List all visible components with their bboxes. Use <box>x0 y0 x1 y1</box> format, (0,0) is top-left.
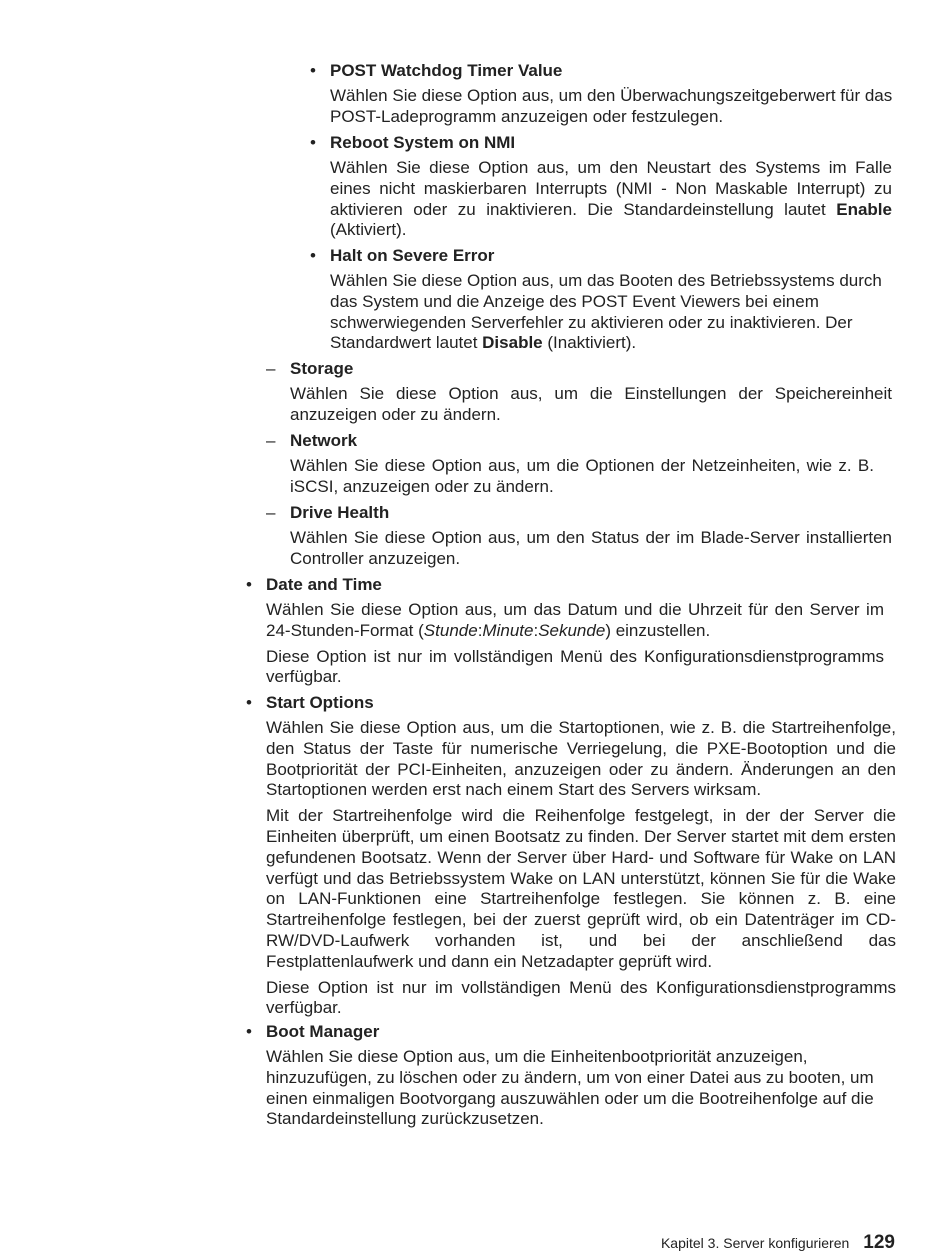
bullet-marker: • <box>310 133 316 152</box>
item-heading: Drive Health <box>290 503 390 522</box>
default-value: Disable <box>482 333 543 353</box>
item-description: Wählen Sie diese Option aus, um die Einheitenbootpriorität anzuzeigen, hinzuzufügen, zu löschen oder zu ändern, um von einer Datei aus zu booten, um einen einmaligen Bootvorgang auszuwählen oder um die Bootreihenfolge auf die Standardeinstellung zurückzusetzen. <box>266 1047 874 1129</box>
list-item-start-options <box>246 692 896 1019</box>
item-description: Wählen Sie diese Option aus, um die Einstellungen der Speichereinheit anzuzeigen oder zu ändern. <box>290 384 892 424</box>
bullet-marker: • <box>310 246 316 265</box>
list-item-network <box>266 430 874 498</box>
item-heading: Reboot System on NMI <box>330 133 516 152</box>
bullet-marker: • <box>246 575 252 594</box>
list-item-reboot-nmi <box>310 132 892 241</box>
item-note: Diese Option ist nur im vollständigen Menü des Konfigurationsdienstprogramms verfügbar. <box>266 977 896 1018</box>
item-note: Diese Option ist nur im vollständigen Menü des Konfigurationsdienstprogramms verfügbar. <box>266 646 884 687</box>
item-description: Wählen Sie diese Option aus, um den Überwachungszeitgeberwert für das POST-Ladeprogramm anzuzeigen oder festzulegen. <box>330 86 893 126</box>
chapter-title: Kapitel 3. Server konfigurieren <box>660 1235 850 1251</box>
dash-marker: – <box>266 431 276 450</box>
page-number: 129 <box>863 1232 895 1253</box>
list-item-date-time <box>246 574 884 688</box>
item-description: Wählen Sie diese Option aus, um die Startoptionen, wie z. B. die Startreihenfolge, den Status der Taste für numerische Verriegelung, die PXE-Bootoption und die Bootpriorität der PCI-Einheiten, anzuzeigen oder zu ändern. Änderungen an den Startoptionen werden erst nach einem Start des Servers wirksam. <box>266 718 896 800</box>
item-description: Wählen Sie diese Option aus, um die Optionen der Netzeinheiten, wie z. B. iSCSI, anzuzeigen oder zu ändern. <box>290 456 874 496</box>
item-description: Wählen Sie diese Option aus, um das Datum und die Uhrzeit für den Server im 24-Stunden-Format (Stunde:Minute:Sekunde) einzustellen. <box>266 600 884 640</box>
list-item-storage <box>266 358 892 426</box>
bullet-marker: • <box>246 1022 252 1041</box>
item-heading: POST Watchdog Timer Value <box>330 61 563 80</box>
item-heading: Boot Manager <box>266 1022 380 1041</box>
item-description: Wählen Sie diese Option aus, um den Status der im Blade-Server installierten Controller anzuzeigen. <box>290 528 892 568</box>
bullet-marker: • <box>246 693 252 712</box>
item-heading: Halt on Severe Error <box>330 246 495 265</box>
item-heading: Storage <box>290 359 354 378</box>
dash-marker: – <box>266 359 276 378</box>
list-item-post-watchdog <box>310 60 895 128</box>
dash-marker: – <box>266 503 276 522</box>
default-value: Enable <box>836 199 892 219</box>
item-description: Wählen Sie diese Option aus, um den Neustart des Systems im Falle eines nicht maskierbaren Interrupts (NMI - Non Maskable Interrupt) zu aktivieren oder zu inaktivieren. Die Standardeinstellung lautet Enable (Aktiviert). <box>330 158 892 240</box>
item-heading: Start Options <box>266 693 374 712</box>
item-description: Mit der Startreihenfolge wird die Reihenfolge festgelegt, in der der Server die Einheiten überprüft, um einen Bootsatz zu finden. Der Server startet mit dem ersten gefundenen Bootsatz. Wenn der Server über Hard- und Software für Wake on LAN verfügt und das Betriebssystem Wake on LAN unterstützt, können Sie für die Wake on LAN-Funktionen eine Startreihenfolge festlegen. Sie können z. B. eine Startreihenfolge festlegen, bei der zuerst geprüft wird, ob ein Datenträger im CD-RW/DVD-Laufwerk vorhanden ist, und bei der anschließend das Festplattenlaufwerk und dann ein Netzadapter geprüft wird. <box>266 806 896 971</box>
list-item-boot-manager <box>246 1021 892 1130</box>
item-heading: Date and Time <box>266 575 382 594</box>
page-footer <box>661 1232 895 1254</box>
list-item-drive-health <box>266 502 892 570</box>
item-heading: Network <box>290 431 358 450</box>
item-description: Wählen Sie diese Option aus, um das Booten des Betriebssystems durch das System und die Anzeige des POST Event Viewers bei einem schwerwiegenden Serverfehler zu aktivieren oder zu inaktivieren. Der Standardwert lautet Disable (Inaktiviert). <box>330 271 882 353</box>
bullet-marker: • <box>310 61 316 80</box>
list-item-halt-severe-error <box>310 245 890 354</box>
